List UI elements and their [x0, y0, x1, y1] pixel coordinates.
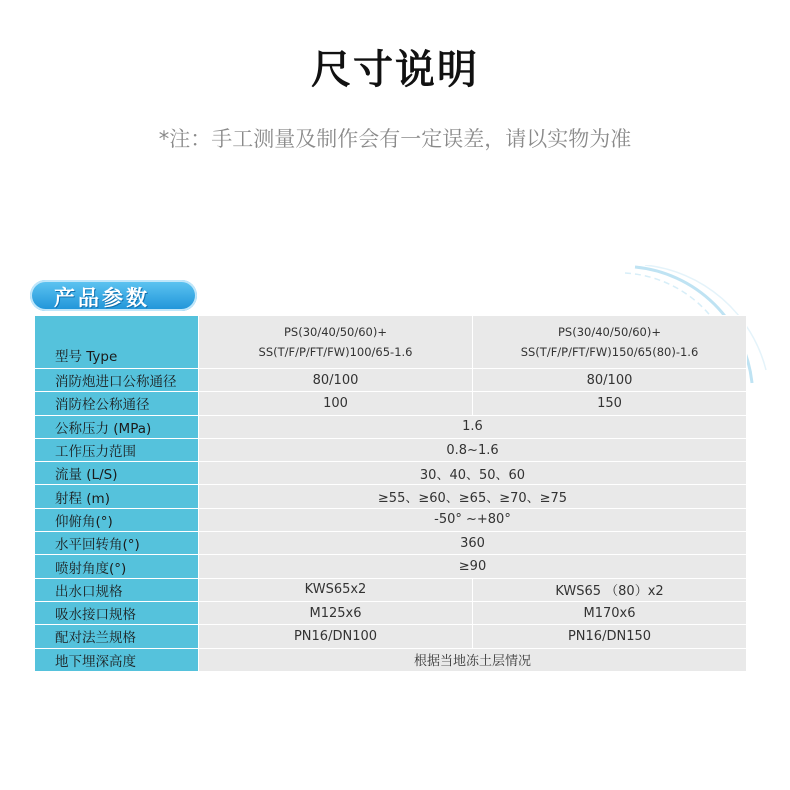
working-pressure-value: 0.8~1.6	[199, 438, 747, 461]
model-left-line1: PS(30/40/50/60)+	[283, 325, 387, 339]
range-value: ≥55、≥60、≥65、≥70、≥75	[199, 485, 747, 508]
suction-left: M125x6	[199, 601, 473, 624]
section-badge	[30, 280, 197, 311]
table-row	[35, 485, 747, 508]
table-row	[35, 369, 747, 392]
table-row	[35, 555, 747, 578]
flange-left: PN16/DN100	[199, 625, 473, 648]
row-label-cannon-inlet: 消防炮进口公称通径	[35, 369, 199, 392]
table-row	[35, 578, 747, 601]
page-title: 尺寸说明	[311, 47, 479, 93]
row-label-range: 射程 (m)	[35, 485, 199, 508]
cannon-inlet-left: 80/100	[199, 369, 473, 392]
row-label-elevation: 仰俯角(°)	[35, 508, 199, 531]
row-label-model: 型号 Type	[35, 316, 199, 369]
suction-right: M170x6	[473, 601, 747, 624]
model-left-line2: SS(T/F/P/FT/FW)100/65-1.6	[258, 345, 413, 359]
row-label-hydrant-bore: 消防栓公称通径	[35, 392, 199, 415]
outlet-left: KWS65x2	[199, 578, 473, 601]
table-row	[35, 415, 747, 438]
table-row	[35, 462, 747, 485]
cannon-inlet-right: 80/100	[473, 369, 747, 392]
table-row	[35, 532, 747, 555]
table-row	[35, 625, 747, 648]
table-row	[35, 438, 747, 461]
row-label-rotation: 水平回转角(°)	[35, 532, 199, 555]
burial-depth-value: 根据当地冻土层情况	[199, 648, 747, 671]
row-label-flange: 配对法兰规格	[35, 625, 199, 648]
row-label-spray-angle: 喷射角度(°)	[35, 555, 199, 578]
table-row	[35, 508, 747, 531]
disclaimer-note: *注：手工测量及制作会有一定误差，请以实物为准	[158, 127, 632, 151]
nominal-pressure-value: 1.6	[199, 415, 747, 438]
table-row	[35, 392, 747, 415]
row-label-outlet: 出水口规格	[35, 578, 199, 601]
section-badge-label: 产品参数	[54, 286, 150, 310]
model-right-line2: SS(T/F/P/FT/FW)150/65(80)-1.6	[520, 345, 699, 359]
flow-value: 30、40、50、60	[199, 462, 747, 485]
elevation-value: -50° ~+80°	[199, 508, 747, 531]
row-label-flow: 流量 (L/S)	[35, 462, 199, 485]
row-label-suction: 吸水接口规格	[35, 601, 199, 624]
table-row	[35, 648, 747, 671]
outlet-right: KWS65 （80）x2	[473, 578, 747, 601]
table-row	[35, 316, 747, 369]
flange-right: PN16/DN150	[473, 625, 747, 648]
table-row	[35, 601, 747, 624]
spec-table	[34, 315, 747, 672]
model-right-line1: PS(30/40/50/60)+	[557, 325, 661, 339]
spray-angle-value: ≥90	[199, 555, 747, 578]
model-left	[199, 316, 473, 369]
hydrant-bore-left: 100	[199, 392, 473, 415]
rotation-value: 360	[199, 532, 747, 555]
row-label-working-pressure: 工作压力范围	[35, 438, 199, 461]
row-label-burial-depth: 地下埋深高度	[35, 648, 199, 671]
model-right	[473, 316, 747, 369]
row-label-nominal-pressure: 公称压力 (MPa)	[35, 415, 199, 438]
hydrant-bore-right: 150	[473, 392, 747, 415]
